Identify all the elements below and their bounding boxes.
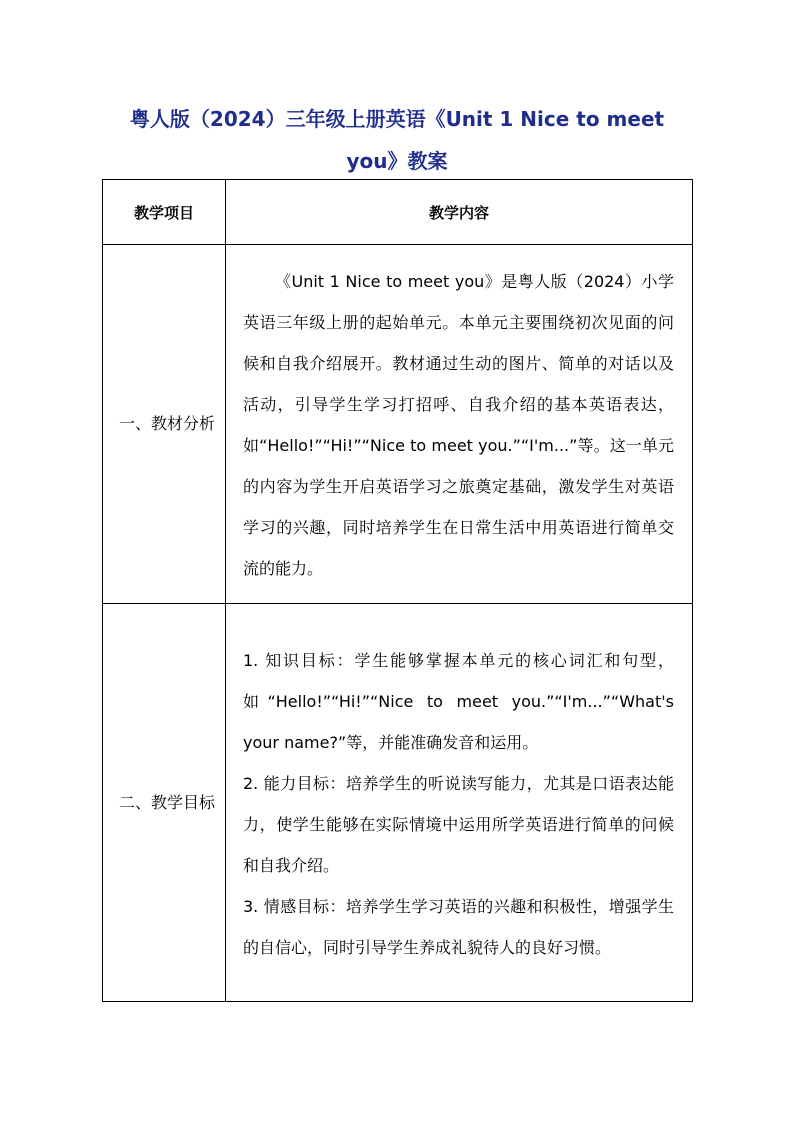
header-label-item: 教学项目 (133, 203, 194, 222)
header-cell-item (103, 180, 226, 245)
row-label-textbook-analysis: 一、教材分析 (103, 245, 226, 604)
row-label-teaching-objectives: 二、教学目标 (103, 604, 226, 1002)
table-header-row (103, 180, 693, 245)
objective-ability: 2. 能力目标：培养学生的听说读写能力，尤其是口语表达能力，使学生能够在实际情境中运用所学英语进行简单的问候和自我介绍。 (243, 773, 674, 875)
row-content-textbook-analysis (226, 245, 693, 604)
header-cell-content (226, 180, 693, 245)
document-title: 粤人版（2024）三年级上册英语《Unit 1 Nice to meet you》教案 (129, 107, 665, 173)
header-label-content: 教学内容 (428, 203, 489, 222)
row-content-teaching-objectives (226, 604, 693, 1002)
objective-knowledge: 1. 知识目标：学生能够掌握本单元的核心词汇和句型，如“Hello!”“Hi!”“Nice to meet you.”“I'm...”“What's your name?”等，并能准确发音和运用。 (243, 650, 674, 752)
content-paragraph: 《Unit 1 Nice to meet you》是粤人版（2024）小学英语三年级上册的起始单元。本单元主要围绕初次见面的问候和自我介绍展开。教材通过生动的图片、简单的对话以及活动，引导学生学习打招呼、自我介绍的基本英语表达，如“Hello!”“Hi!”“Nice to meet you.”“I'm...”等。这一单元的内容为学生开启英语学习之旅奠定基础，激发学生对英语学习的兴趣，同时培养学生在日常生活中用英语进行简单交流的能力。 (243, 272, 674, 578)
lesson-plan-table (102, 179, 693, 1002)
table-row-teaching-objectives (103, 604, 693, 1002)
objective-emotion: 3. 情感目标：培养学生学习英语的兴趣和积极性，增强学生的自信心，同时引导学生养成礼貌待人的良好习惯。 (243, 896, 674, 957)
table-row-textbook-analysis (103, 245, 693, 604)
